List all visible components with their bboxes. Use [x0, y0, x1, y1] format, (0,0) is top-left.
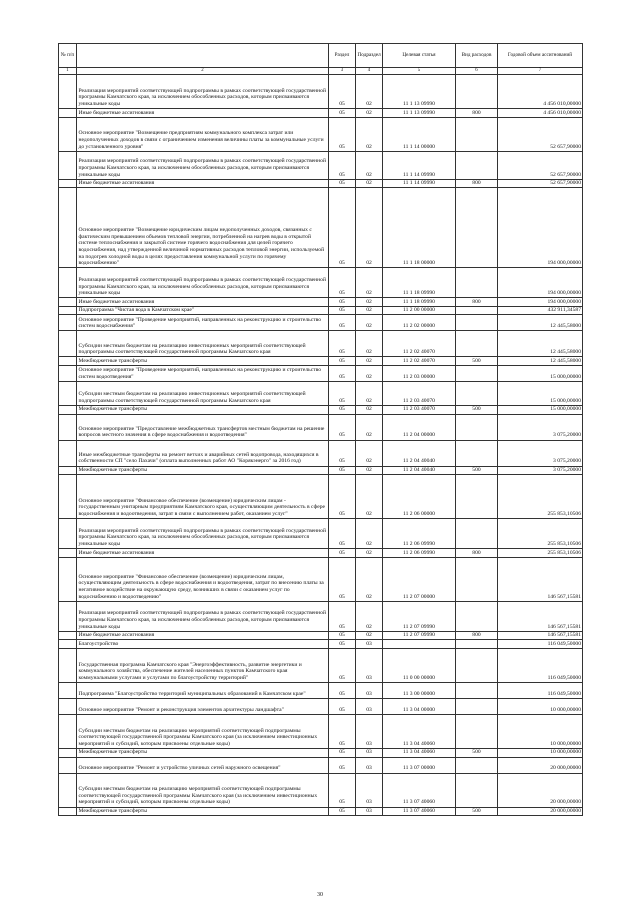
row-expense-type — [456, 306, 498, 315]
row-razdel: 05 — [329, 748, 356, 757]
row-number — [59, 601, 77, 631]
table-row — [59, 640, 583, 649]
table-row — [59, 151, 583, 179]
row-number — [59, 640, 77, 649]
row-name: Основное мероприятие "Возмещение предприятиям коммунального комплекса затрат или недополученных доходов в связи с ограничением изменения величины платы за коммунальные услуги до установленного уровня" — [77, 117, 329, 151]
row-target-article: 11 2 02 40070 — [383, 331, 456, 357]
row-target-article: 11 3 07 40060 — [383, 773, 456, 807]
row-number — [59, 519, 77, 549]
row-expense-type: 800 — [456, 179, 498, 188]
row-target-article: 11 3 07 40060 — [383, 807, 456, 816]
table-row — [59, 682, 583, 698]
row-target-article: 11 1 13 09990 — [383, 75, 456, 109]
row-amount: 12 445,58000 — [498, 331, 583, 357]
row-razdel: 05 — [329, 365, 356, 381]
header-podrazdel: Подраздел — [356, 44, 383, 68]
row-name: Межбюджетные трансферты — [77, 748, 329, 757]
row-number — [59, 466, 77, 475]
row-amount: 4 456 010,00000 — [498, 75, 583, 109]
row-amount: 194 000,00000 — [498, 298, 583, 307]
table-row — [59, 331, 583, 357]
row-razdel: 05 — [329, 601, 356, 631]
table-row — [59, 773, 583, 807]
row-amount: 3 075,20000 — [498, 466, 583, 475]
row-podrazdel: 03 — [356, 648, 383, 682]
row-name: Субсидии местным бюджетам на реализацию мероприятий соответствующей подпрограммы соответствующей государственной программы Камчатского края (за исключением инвестиционных мероприятий и субсидий, которым присвоены отдельные коды) — [77, 773, 329, 807]
row-number — [59, 475, 77, 519]
row-podrazdel: 02 — [356, 179, 383, 188]
table-row — [59, 306, 583, 315]
row-podrazdel: 02 — [356, 381, 383, 405]
row-expense-type — [456, 268, 498, 298]
row-expense-type: 500 — [456, 807, 498, 816]
row-name: Подпрограмма "Благоустройство территорий муниципальных образований в Камчатском крае" — [77, 682, 329, 698]
row-expense-type — [456, 773, 498, 807]
row-target-article: 11 3 00 00000 — [383, 682, 456, 698]
row-razdel: 05 — [329, 466, 356, 475]
row-amount: 146 567,15581 — [498, 631, 583, 640]
row-razdel: 05 — [329, 440, 356, 466]
row-name: Реализация мероприятий соответствующей подпрограммы в рамках соответствующей государственной программы Камчатского края, за исключением обособленных расходов, которым присваиваются уникальные коды — [77, 268, 329, 298]
row-podrazdel: 03 — [356, 757, 383, 773]
header-name — [77, 44, 329, 68]
row-expense-type — [456, 682, 498, 698]
table-row — [59, 631, 583, 640]
row-target-article: 11 0 00 00000 — [383, 648, 456, 682]
row-name: Основное мероприятие "Ремонт и устройство уличных сетей наружного освещения" — [77, 757, 329, 773]
row-expense-type: 500 — [456, 748, 498, 757]
row-name: Основное мероприятие "Проведение мероприятий, направленных на реконструкцию и строительство систем водоотведения" — [77, 365, 329, 381]
row-expense-type: 800 — [456, 631, 498, 640]
table-row — [59, 365, 583, 381]
table-body — [59, 75, 583, 816]
table-row — [59, 440, 583, 466]
row-amount: 52 657,90000 — [498, 179, 583, 188]
row-expense-type — [456, 557, 498, 601]
row-amount: 12 445,58000 — [498, 315, 583, 331]
row-podrazdel: 02 — [356, 306, 383, 315]
row-podrazdel: 02 — [356, 631, 383, 640]
row-number — [59, 365, 77, 381]
row-expense-type — [456, 117, 498, 151]
row-target-article: 11 1 14 09990 — [383, 179, 456, 188]
row-podrazdel: 02 — [356, 405, 383, 414]
row-number — [59, 714, 77, 748]
row-name: Иные бюджетные ассигнования — [77, 298, 329, 307]
row-amount: 12 445,58000 — [498, 357, 583, 366]
row-amount: 3 075,20000 — [498, 440, 583, 466]
row-target-article: 11 2 03 40070 — [383, 381, 456, 405]
row-name: Реализация мероприятий соответствующей подпрограммы в рамках соответствующей государственной программы Камчатского края, за исключением обособленных расходов, которым присваиваются уникальные коды — [77, 601, 329, 631]
row-expense-type — [456, 381, 498, 405]
row-target-article: 11 3 04 40060 — [383, 748, 456, 757]
row-name: Иные межбюджетные трансферты на ремонт ветхих и аварийных сетей водопровода, находящихся в собственности СП "село Пахачи" (оплата выполненных работ АО "Корякэнерго" за 2016 год) — [77, 440, 329, 466]
row-razdel: 05 — [329, 631, 356, 640]
row-number — [59, 381, 77, 405]
row-target-article: 11 3 04 00000 — [383, 698, 456, 714]
table-row — [59, 381, 583, 405]
row-target-article: 11 1 18 09990 — [383, 268, 456, 298]
table-row — [59, 268, 583, 298]
row-name: Иные бюджетные ассигнования — [77, 631, 329, 640]
row-podrazdel: 03 — [356, 714, 383, 748]
row-target-article: 11 2 02 00000 — [383, 315, 456, 331]
row-name: Межбюджетные трансферты — [77, 807, 329, 816]
row-podrazdel: 03 — [356, 682, 383, 698]
row-expense-type — [456, 714, 498, 748]
row-amount: 20 000,00000 — [498, 807, 583, 816]
row-amount: 15 000,00000 — [498, 365, 583, 381]
row-target-article — [383, 640, 456, 649]
row-expense-type — [456, 757, 498, 773]
row-amount: 10 000,00000 — [498, 748, 583, 757]
table-row — [59, 519, 583, 549]
row-podrazdel: 02 — [356, 440, 383, 466]
row-number — [59, 549, 77, 558]
row-number — [59, 773, 77, 807]
row-amount: 10 000,00000 — [498, 714, 583, 748]
row-target-article: 11 1 18 00000 — [383, 188, 456, 268]
row-podrazdel: 02 — [356, 109, 383, 118]
row-podrazdel: 02 — [356, 357, 383, 366]
row-number — [59, 748, 77, 757]
row-target-article: 11 2 00 00000 — [383, 306, 456, 315]
row-target-article: 11 2 06 09990 — [383, 549, 456, 558]
row-expense-type — [456, 648, 498, 682]
row-razdel: 05 — [329, 648, 356, 682]
row-razdel: 05 — [329, 75, 356, 109]
row-razdel: 05 — [329, 357, 356, 366]
table-row — [59, 109, 583, 118]
row-name: Иные бюджетные ассигнования — [77, 179, 329, 188]
table-row — [59, 179, 583, 188]
row-number — [59, 405, 77, 414]
row-name: Межбюджетные трансферты — [77, 466, 329, 475]
row-amount: 255 853,10506 — [498, 475, 583, 519]
row-number — [59, 75, 77, 109]
row-podrazdel: 03 — [356, 807, 383, 816]
row-name: Основное мероприятие "Финансовое обеспечение (возмещение) юридическим лицам, осуществляющим деятельность в сфере водоснабжения и водоотведения, затрат по внесению платы за негативное воздействие на окружающую среду, возникших в связи с оказанием услуг по водоснабжению и водоотведению" — [77, 557, 329, 601]
row-podrazdel: 02 — [356, 75, 383, 109]
row-podrazdel: 02 — [356, 475, 383, 519]
column-number: 7 — [498, 68, 583, 75]
table-row — [59, 405, 583, 414]
table-row — [59, 557, 583, 601]
row-expense-type — [456, 315, 498, 331]
row-name: Благоустройство — [77, 640, 329, 649]
row-razdel: 05 — [329, 268, 356, 298]
row-target-article: 11 2 03 00000 — [383, 365, 456, 381]
row-target-article: 11 2 07 09990 — [383, 601, 456, 631]
row-name: Иные бюджетные ассигнования — [77, 109, 329, 118]
row-expense-type — [456, 414, 498, 440]
header-expense-type: Вид расходов — [456, 44, 498, 68]
row-number — [59, 698, 77, 714]
row-number — [59, 557, 77, 601]
row-podrazdel: 02 — [356, 151, 383, 179]
row-razdel: 05 — [329, 557, 356, 601]
row-amount: 15 000,00000 — [498, 405, 583, 414]
row-amount: 116 049,50000 — [498, 682, 583, 698]
row-razdel: 05 — [329, 773, 356, 807]
row-number — [59, 151, 77, 179]
row-number — [59, 807, 77, 816]
row-name: Межбюджетные трансферты — [77, 405, 329, 414]
row-name: Подпрограмма "Чистая вода в Камчатском крае" — [77, 306, 329, 315]
table-row — [59, 357, 583, 366]
row-name: Межбюджетные трансферты — [77, 357, 329, 366]
row-name: Реализация мероприятий соответствующей подпрограммы в рамках соответствующей государственной программы Камчатского края, за исключением обособленных расходов, которым присваиваются уникальные коды — [77, 75, 329, 109]
row-target-article: 11 3 04 40060 — [383, 714, 456, 748]
row-razdel: 05 — [329, 640, 356, 649]
table-row — [59, 315, 583, 331]
row-razdel: 05 — [329, 306, 356, 315]
row-name: Субсидии местным бюджетам на реализацию инвестиционных мероприятий соответствующей подпрограммы соответствующей государственной программы Камчатского края — [77, 331, 329, 357]
row-razdel: 05 — [329, 331, 356, 357]
row-razdel: 05 — [329, 682, 356, 698]
row-razdel: 05 — [329, 698, 356, 714]
row-amount: 15 000,00000 — [498, 381, 583, 405]
row-amount: 255 853,10506 — [498, 519, 583, 549]
row-razdel: 05 — [329, 315, 356, 331]
row-expense-type — [456, 365, 498, 381]
row-target-article: 11 1 13 09990 — [383, 109, 456, 118]
row-number — [59, 117, 77, 151]
table-row — [59, 188, 583, 268]
table-row — [59, 466, 583, 475]
row-target-article: 11 1 14 09990 — [383, 151, 456, 179]
row-amount: 20 000,00000 — [498, 773, 583, 807]
row-expense-type — [456, 519, 498, 549]
row-podrazdel: 03 — [356, 773, 383, 807]
row-expense-type — [456, 331, 498, 357]
row-expense-type — [456, 151, 498, 179]
row-expense-type — [456, 475, 498, 519]
row-target-article: 11 1 14 00000 — [383, 117, 456, 151]
column-number: 3 — [329, 68, 356, 75]
column-number: 5 — [383, 68, 456, 75]
row-amount: 20 000,00000 — [498, 757, 583, 773]
row-podrazdel: 02 — [356, 414, 383, 440]
row-razdel: 05 — [329, 151, 356, 179]
table-row — [59, 748, 583, 757]
row-expense-type: 500 — [456, 466, 498, 475]
header-razdel: Раздел — [329, 44, 356, 68]
row-expense-type — [456, 75, 498, 109]
row-razdel: 05 — [329, 381, 356, 405]
row-expense-type — [456, 188, 498, 268]
row-razdel: 05 — [329, 188, 356, 268]
row-name: Государственная программа Камчатского края "Энергоэффективность, развитие энергетики и коммунального хозяйства, обеспечение жителей населенных пунктов Камчатского края коммунальными услугами и услугами по благоустройству территорий" — [77, 648, 329, 682]
row-expense-type — [456, 698, 498, 714]
table-row — [59, 75, 583, 109]
header-annual-amount: Годовой объем ассигнований — [498, 44, 583, 68]
row-number — [59, 179, 77, 188]
row-razdel: 05 — [329, 109, 356, 118]
row-name: Реализация мероприятий соответствующей подпрограммы в рамках соответствующей государственной программы Камчатского края, за исключением обособленных расходов, которым присваиваются уникальные коды — [77, 151, 329, 179]
row-target-article: 11 2 07 09990 — [383, 631, 456, 640]
row-expense-type — [456, 640, 498, 649]
row-target-article: 11 2 06 00000 — [383, 475, 456, 519]
row-target-article: 11 2 03 40070 — [383, 405, 456, 414]
row-name: Субсидии местным бюджетам на реализацию мероприятий соответствующей подпрограммы соответствующей государственной программы Камчатского края (за исключением инвестиционных мероприятий и субсидий, которым присвоены отдельные коды) — [77, 714, 329, 748]
row-target-article: 11 3 07 00000 — [383, 757, 456, 773]
table-row — [59, 475, 583, 519]
row-name: Основное мероприятие "Проведение мероприятий, направленных на реконструкцию и строительство систем водоснабжения" — [77, 315, 329, 331]
row-podrazdel: 03 — [356, 640, 383, 649]
row-podrazdel: 02 — [356, 117, 383, 151]
row-razdel: 05 — [329, 714, 356, 748]
row-number — [59, 109, 77, 118]
table-row — [59, 298, 583, 307]
row-podrazdel: 02 — [356, 557, 383, 601]
row-number — [59, 268, 77, 298]
row-expense-type: 500 — [456, 405, 498, 414]
row-expense-type: 800 — [456, 109, 498, 118]
row-amount: 52 657,90000 — [498, 151, 583, 179]
row-amount: 4 456 010,00000 — [498, 109, 583, 118]
row-podrazdel: 02 — [356, 268, 383, 298]
column-number: 6 — [456, 68, 498, 75]
row-number — [59, 357, 77, 366]
row-podrazdel: 02 — [356, 549, 383, 558]
row-expense-type — [456, 601, 498, 631]
table-row — [59, 648, 583, 682]
table-row — [59, 549, 583, 558]
row-number — [59, 188, 77, 268]
row-amount: 146 567,15581 — [498, 601, 583, 631]
row-name: Субсидии местным бюджетам на реализацию инвестиционных мероприятий соответствующей подпрограммы соответствующей государственной программы Камчатского края — [77, 381, 329, 405]
row-razdel: 05 — [329, 475, 356, 519]
row-name: Иные бюджетные ассигнования — [77, 549, 329, 558]
row-razdel: 05 — [329, 807, 356, 816]
row-number — [59, 631, 77, 640]
row-target-article: 11 1 18 09990 — [383, 298, 456, 307]
row-number — [59, 306, 77, 315]
row-amount: 3 075,20000 — [498, 414, 583, 440]
row-number — [59, 648, 77, 682]
column-number: 2 — [77, 68, 329, 75]
row-target-article: 11 2 07 00000 — [383, 557, 456, 601]
row-amount: 255 853,10506 — [498, 549, 583, 558]
header-target-article: Целевая статья — [383, 44, 456, 68]
row-name: Основное мероприятие "Финансовое обеспечение (возмещение) юридическим лицам - государственным унитарным предприятиям Камчатского края, осуществляющим деятельность в сфере водоснабжения и водоотведения, затрат в связи с выполнением работ, оказанием услуг" — [77, 475, 329, 519]
header-num: № п/п — [59, 44, 77, 68]
column-number-row — [59, 68, 583, 75]
row-amount: 10 000,00000 — [498, 698, 583, 714]
budget-table — [58, 43, 583, 816]
row-podrazdel: 02 — [356, 188, 383, 268]
table-header — [59, 44, 583, 75]
row-amount: 116 049,50000 — [498, 640, 583, 649]
row-amount: 432 911,34587 — [498, 306, 583, 315]
row-number — [59, 757, 77, 773]
row-podrazdel: 02 — [356, 298, 383, 307]
row-number — [59, 682, 77, 698]
row-number — [59, 315, 77, 331]
row-razdel: 05 — [329, 414, 356, 440]
row-podrazdel: 02 — [356, 331, 383, 357]
page-number: 30 — [317, 892, 323, 898]
row-razdel: 05 — [329, 405, 356, 414]
row-razdel: 05 — [329, 298, 356, 307]
row-razdel: 05 — [329, 117, 356, 151]
row-name: Основное мероприятие "Предоставление межбюджетных трансфертов местным бюджетам на решение вопросов местного значения в сфере водоснабжения и водоотведения" — [77, 414, 329, 440]
row-amount: 194 000,00000 — [498, 188, 583, 268]
row-target-article: 11 2 02 40070 — [383, 357, 456, 366]
table-row — [59, 698, 583, 714]
row-podrazdel: 02 — [356, 601, 383, 631]
row-podrazdel: 02 — [356, 466, 383, 475]
row-number — [59, 414, 77, 440]
row-amount: 146 567,15581 — [498, 557, 583, 601]
row-amount: 116 049,50000 — [498, 648, 583, 682]
row-number — [59, 331, 77, 357]
table-row — [59, 117, 583, 151]
table-row — [59, 601, 583, 631]
table-row — [59, 714, 583, 748]
row-podrazdel: 02 — [356, 519, 383, 549]
row-expense-type: 800 — [456, 298, 498, 307]
row-expense-type: 800 — [456, 549, 498, 558]
row-razdel: 05 — [329, 757, 356, 773]
row-podrazdel: 03 — [356, 748, 383, 757]
column-number: 4 — [356, 68, 383, 75]
row-expense-type: 500 — [456, 357, 498, 366]
table-row — [59, 807, 583, 816]
row-target-article: 11 2 06 09990 — [383, 519, 456, 549]
table-row — [59, 757, 583, 773]
row-target-article: 11 2 04 40040 — [383, 466, 456, 475]
row-podrazdel: 03 — [356, 698, 383, 714]
row-podrazdel: 02 — [356, 365, 383, 381]
row-name: Реализация мероприятий соответствующей подпрограммы в рамках соответствующей государственной программы Камчатского края, за исключением обособленных расходов, которым присваиваются уникальные коды — [77, 519, 329, 549]
row-podrazdel: 02 — [356, 315, 383, 331]
row-name: Основное мероприятие "Возмещение юридическим лицам недополученных доходов, связанных с фактическим превышением объемов тепловой энергии, потребленной на нагрев воды в открытой системе теплоснабжения и закрытой системе горячего водоснабжения для целей горячего водоснабжения, над утвержденной величиной нормативных расходов тепловой энергии, используемой на подогрев холодной воды в целях предоставления коммунальной услуги по горячему водоснабжению" — [77, 188, 329, 268]
row-razdel: 05 — [329, 519, 356, 549]
row-number — [59, 440, 77, 466]
row-razdel: 05 — [329, 549, 356, 558]
row-target-article: 11 2 04 40040 — [383, 440, 456, 466]
row-razdel: 05 — [329, 179, 356, 188]
row-amount: 194 000,00000 — [498, 268, 583, 298]
table-row — [59, 414, 583, 440]
row-target-article: 11 2 04 00000 — [383, 414, 456, 440]
column-number: 1 — [59, 68, 77, 75]
row-amount: 52 657,90000 — [498, 117, 583, 151]
row-number — [59, 298, 77, 307]
row-name: Основное мероприятие "Ремонт и реконструкция элементов архитектуры ландшафта" — [77, 698, 329, 714]
row-expense-type — [456, 440, 498, 466]
